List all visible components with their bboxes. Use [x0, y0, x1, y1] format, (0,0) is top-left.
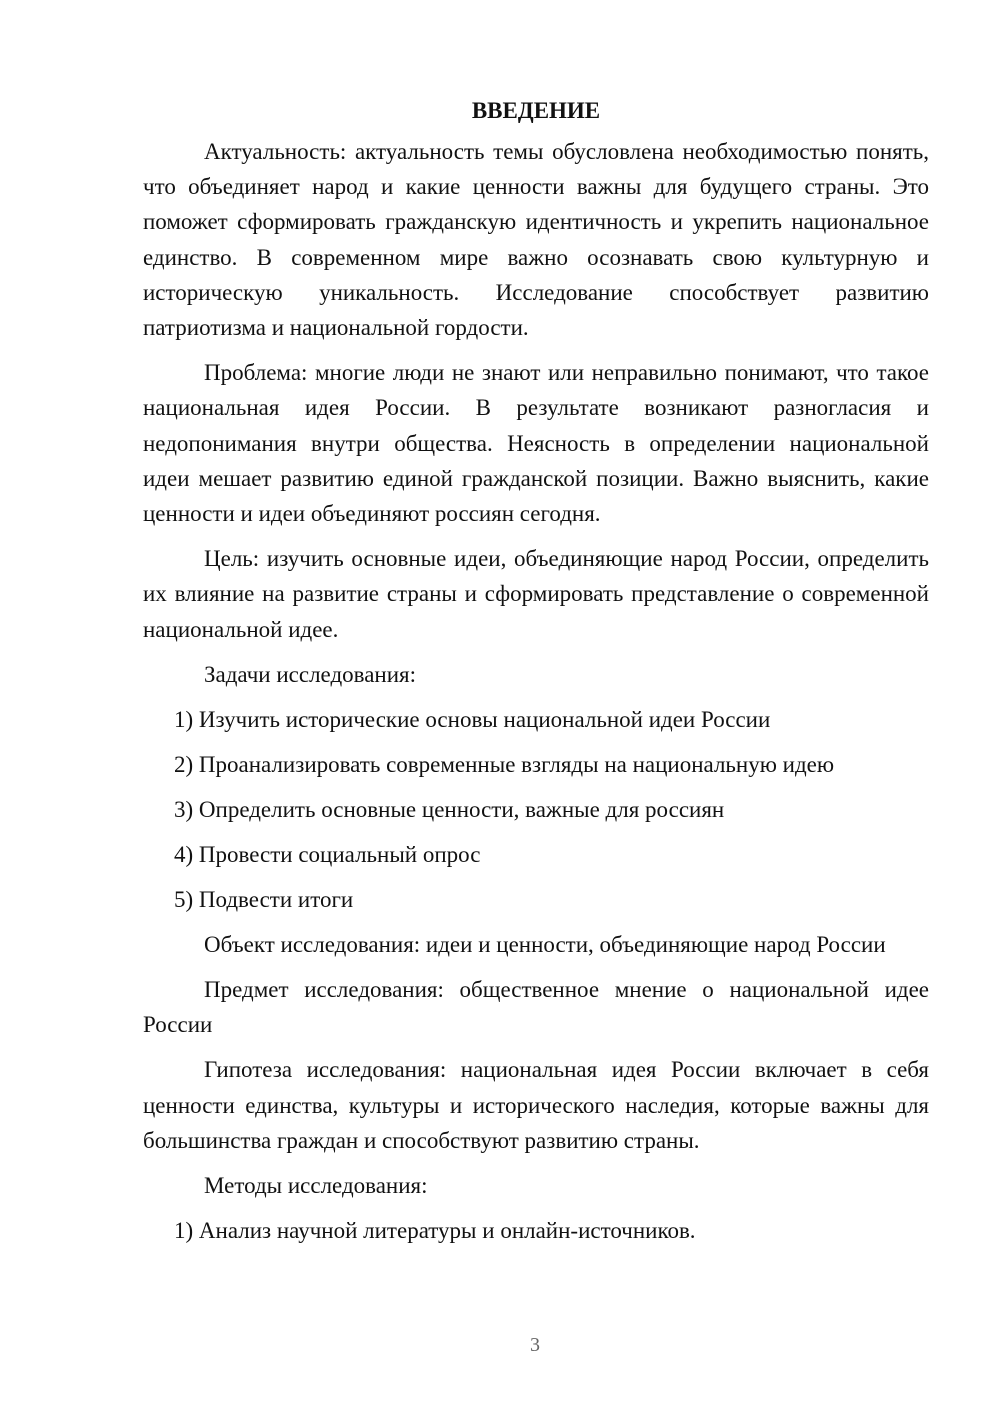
document-page: [143, 96, 929, 1258]
method-item-1: 1) Анализ научной литературы и онлайн-источников.: [174, 1218, 696, 1244]
task-item-3: 3) Определить основные ценности, важные для россиян: [174, 796, 725, 822]
task-item-5: 5) Подвести итоги: [174, 886, 354, 912]
page-title: ВВЕДЕНИЕ: [471, 98, 601, 123]
page-number: 3: [530, 1334, 540, 1356]
problem-paragraph: Проблема: многие люди не знают или неправильно понимают, что такое национальная идея России. В результате возникают разногласия и недопонимания внутри общества. Неясность в определении национальной идеи мешает развитию единой гражданской позиции. Важно выяснить, какие ценности и идеи объединяют россиян сегодня.: [143, 360, 929, 527]
goal-paragraph: Цель: изучить основные идеи, объединяющие народ России, определить их влияние на развитие страны и сформировать представление о современной национальной идее.: [143, 546, 929, 642]
tasks-heading: Задачи исследования:: [204, 661, 417, 687]
subject-paragraph: Предмет исследования: общественное мнение о национальной идее России: [143, 977, 929, 1038]
task-item-1: 1) Изучить исторические основы национальной идеи России: [174, 706, 771, 732]
hypothesis-paragraph: Гипотеза исследования: национальная идея России включает в себя ценности единства, культуры и исторического наследия, которые важны для большинства граждан и способствуют развитию страны.: [143, 1057, 929, 1153]
methods-heading: Методы исследования:: [204, 1173, 428, 1199]
task-item-4: 4) Провести социальный опрос: [174, 841, 481, 867]
relevance-paragraph: Актуальность: актуальность темы обусловлена необходимостью понять, что объединяет народ и какие ценности важны для будущего страны. Это поможет сформировать гражданскую идентичность и укрепить национальное единство. В современном мире важно осознавать свою культурную и историческую уникальность. Исследование способствует развитию патриотизма и национальной гордости.: [143, 139, 929, 341]
task-item-2: 2) Проанализировать современные взгляды на национальную идею: [174, 751, 835, 777]
object-paragraph: Объект исследования: идеи и ценности, объединяющие народ России: [204, 931, 886, 957]
